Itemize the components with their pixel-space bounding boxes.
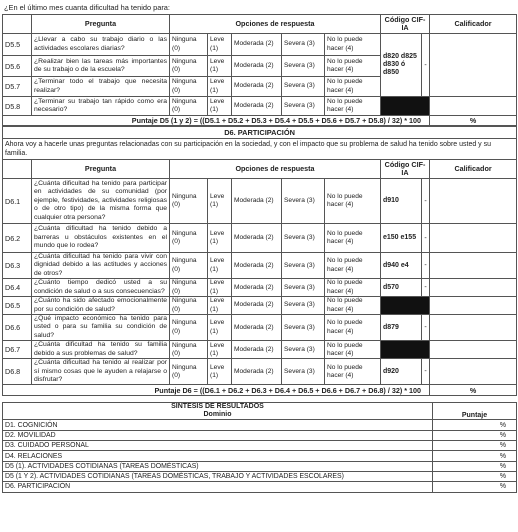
summary-title: SÍNTESIS DE RESULTADOS bbox=[171, 403, 264, 411]
answer-option[interactable]: Ninguna (0) bbox=[170, 359, 208, 385]
d6-instruction-row bbox=[3, 139, 517, 160]
answer-option[interactable]: Moderada (2) bbox=[232, 97, 282, 116]
answer-option[interactable]: Leve (1) bbox=[208, 279, 232, 297]
answer-option[interactable]: Leve (1) bbox=[208, 315, 232, 341]
d6-total-percent[interactable]: % bbox=[430, 385, 517, 396]
qualifier-mark: - bbox=[422, 224, 430, 253]
d5-total-formula: Puntaje D5 (1 y 2) = ((D5.1 + D5.2 + D5.3 + D5.4 + D5.5 + D5.6 + D5.7 + D5.8) / 32) * 100 bbox=[3, 116, 430, 126]
qualifier-cell[interactable] bbox=[430, 97, 517, 116]
qualifier-mark: - bbox=[422, 179, 430, 224]
summary-score[interactable]: % bbox=[433, 451, 517, 461]
question-id: D5.7 bbox=[3, 77, 32, 97]
blocked-code-cell bbox=[381, 341, 430, 359]
answer-option[interactable]: No lo puede hacer (4) bbox=[325, 297, 381, 315]
d6-table bbox=[2, 126, 517, 396]
d6-total-row bbox=[3, 385, 517, 396]
question-header: Pregunta bbox=[32, 15, 170, 34]
summary-row bbox=[3, 430, 517, 440]
question-id: D6.7 bbox=[3, 341, 32, 359]
summary-domain: D4. RELACIONES bbox=[3, 451, 433, 461]
answer-option[interactable]: Leve (1) bbox=[208, 359, 232, 385]
question-text: ¿Cuánta dificultad ha tenido al realizar por sí mismo cosas que le ayuden a relajarse o disfrutar? bbox=[32, 359, 170, 385]
summary-table bbox=[2, 402, 517, 492]
summary-score[interactable]: % bbox=[433, 420, 517, 430]
question-text: ¿Qué impacto económico ha tenido para usted o para su familia su condición de salud? bbox=[32, 315, 170, 341]
answer-option[interactable]: Leve (1) bbox=[208, 34, 232, 56]
qualifier-header: Calificador bbox=[430, 160, 517, 179]
summary-score[interactable]: % bbox=[433, 471, 517, 481]
d6-question-row bbox=[3, 279, 517, 297]
qualifier-mark: - bbox=[422, 315, 430, 341]
answer-option[interactable]: Ninguna (0) bbox=[170, 224, 208, 253]
answer-option[interactable]: No lo puede hacer (4) bbox=[325, 315, 381, 341]
answer-option[interactable]: Moderada (2) bbox=[232, 315, 282, 341]
answer-option[interactable]: No lo puede hacer (4) bbox=[325, 224, 381, 253]
summary-row bbox=[3, 451, 517, 461]
answer-option[interactable]: No lo puede hacer (4) bbox=[325, 359, 381, 385]
question-id: D6.1 bbox=[3, 179, 32, 224]
d6-header-row bbox=[3, 160, 517, 179]
answer-option[interactable]: Ninguna (0) bbox=[170, 56, 208, 77]
cif-code: d940 e4 bbox=[381, 253, 422, 279]
answer-option[interactable]: Leve (1) bbox=[208, 253, 232, 279]
qualifier-cell[interactable] bbox=[430, 297, 517, 315]
summary-row bbox=[3, 420, 517, 430]
answer-option[interactable]: Severa (3) bbox=[282, 315, 325, 341]
answer-option[interactable]: No lo puede hacer (4) bbox=[325, 253, 381, 279]
qualifier-cell[interactable] bbox=[430, 279, 517, 297]
summary-title-row bbox=[3, 403, 517, 420]
answer-option[interactable]: Leve (1) bbox=[208, 297, 232, 315]
answer-option[interactable]: No lo puede hacer (4) bbox=[325, 34, 381, 56]
qualifier-mark: - bbox=[422, 253, 430, 279]
summary-score[interactable]: % bbox=[433, 482, 517, 492]
summary-row bbox=[3, 461, 517, 471]
summary-score-header: Puntaje bbox=[433, 403, 517, 420]
options-header: Opciones de respuesta bbox=[170, 15, 381, 34]
summary-row bbox=[3, 482, 517, 492]
d6-total-formula: Puntaje D6 = ((D6.1 + D6.2 + D6.3 + D6.4 + D6.5 + D6.6 + D6.7 + D6.8) / 32) * 100 bbox=[3, 385, 430, 396]
answer-option[interactable]: Moderada (2) bbox=[232, 34, 282, 56]
qualifier-header: Calificador bbox=[430, 15, 517, 34]
answer-option[interactable]: Severa (3) bbox=[282, 279, 325, 297]
question-id: D6.4 bbox=[3, 279, 32, 297]
summary-domain: D6. PARTICIPACIÓN bbox=[3, 482, 433, 492]
question-id: D5.5 bbox=[3, 34, 32, 56]
question-id: D6.6 bbox=[3, 315, 32, 341]
answer-option[interactable]: Severa (3) bbox=[282, 77, 325, 97]
qualifier-cell[interactable] bbox=[430, 224, 517, 253]
question-text: ¿Terminar su trabajo tan rápido como era necesario? bbox=[32, 97, 170, 116]
d6-question-row bbox=[3, 297, 517, 315]
cif-code: d910 bbox=[381, 179, 422, 224]
answer-option[interactable]: Severa (3) bbox=[282, 224, 325, 253]
summary-domain: D5 (1 Y 2). ACTIVIDADES COTIDIANAS (TAREAS DOMÉSTICAS, TRABAJO Y ACTIVIDADES ESCOLARES) bbox=[3, 471, 433, 481]
answer-option[interactable]: No lo puede hacer (4) bbox=[325, 77, 381, 97]
answer-option[interactable]: Severa (3) bbox=[282, 34, 325, 56]
d5-question-row bbox=[3, 97, 517, 116]
question-text: ¿Cuánta dificultad ha tenido su familia debido a sus problemas de salud? bbox=[32, 341, 170, 359]
answer-option[interactable]: No lo puede hacer (4) bbox=[325, 341, 381, 359]
d5-question-row bbox=[3, 34, 517, 56]
questionnaire-sheet bbox=[2, 2, 516, 493]
qualifier-cell[interactable] bbox=[430, 315, 517, 341]
d6-title-row bbox=[3, 127, 517, 139]
answer-option[interactable]: Moderada (2) bbox=[232, 341, 282, 359]
qualifier-cell[interactable] bbox=[430, 179, 517, 224]
answer-option[interactable]: No lo puede hacer (4) bbox=[325, 279, 381, 297]
qualifier-cell[interactable] bbox=[430, 34, 517, 97]
answer-option[interactable]: Severa (3) bbox=[282, 179, 325, 224]
answer-option[interactable]: Leve (1) bbox=[208, 179, 232, 224]
d6-question-row bbox=[3, 315, 517, 341]
summary-score[interactable]: % bbox=[433, 461, 517, 471]
answer-option[interactable]: Moderada (2) bbox=[232, 279, 282, 297]
d5-table bbox=[2, 14, 517, 126]
summary-score[interactable]: % bbox=[433, 441, 517, 451]
question-id: D5.6 bbox=[3, 56, 32, 77]
answer-option[interactable]: Ninguna (0) bbox=[170, 341, 208, 359]
answer-option[interactable]: Ninguna (0) bbox=[170, 297, 208, 315]
answer-option[interactable]: Severa (3) bbox=[282, 341, 325, 359]
d6-question-row bbox=[3, 224, 517, 253]
question-text: ¿Terminar todo el trabajo que necesita realizar? bbox=[32, 77, 170, 97]
question-id: D6.8 bbox=[3, 359, 32, 385]
qualifier-mark: - bbox=[422, 279, 430, 297]
qualifier-cell[interactable] bbox=[430, 253, 517, 279]
answer-option[interactable]: Severa (3) bbox=[282, 253, 325, 279]
question-id: D6.5 bbox=[3, 297, 32, 315]
question-text: ¿Cuánto tiempo dedicó usted a su condición de salud o a sus consecuencias? bbox=[32, 279, 170, 297]
answer-option[interactable]: Ninguna (0) bbox=[170, 34, 208, 56]
cif-code: d920 bbox=[381, 359, 422, 385]
answer-option[interactable]: Moderada (2) bbox=[232, 77, 282, 97]
qualifier-cell[interactable] bbox=[430, 341, 517, 359]
answer-option[interactable]: Severa (3) bbox=[282, 97, 325, 116]
blocked-code-cell bbox=[381, 97, 430, 116]
qualifier-cell[interactable] bbox=[430, 359, 517, 385]
summary-row bbox=[3, 471, 517, 481]
question-id: D5.8 bbox=[3, 97, 32, 116]
summary-domain: D1. COGNICIÓN bbox=[3, 420, 433, 430]
summary-domain: D2. MOVILIDAD bbox=[3, 430, 433, 440]
summary-domain-header: Dominio bbox=[203, 411, 232, 419]
qualifier-mark: - bbox=[422, 34, 430, 97]
answer-option[interactable]: Ninguna (0) bbox=[170, 279, 208, 297]
d6-instruction: Ahora voy a hacerle unas preguntas relacionadas con su participación en la sociedad, y con el impacto que su problema de salud ha tenido sobre usted y su familia. bbox=[3, 139, 517, 160]
answer-option[interactable]: Leve (1) bbox=[208, 341, 232, 359]
cif-code: d879 bbox=[381, 315, 422, 341]
question-id: D6.2 bbox=[3, 224, 32, 253]
question-text: ¿Realizar bien las tareas más importantes de su trabajo o de la escuela? bbox=[32, 56, 170, 77]
answer-option[interactable]: No lo puede hacer (4) bbox=[325, 97, 381, 116]
answer-option[interactable]: No lo puede hacer (4) bbox=[325, 56, 381, 77]
answer-option[interactable]: Severa (3) bbox=[282, 359, 325, 385]
question-text: ¿Cuánta dificultad ha tenido debido a barreras u obstáculos existentes en el mundo que lo rodea? bbox=[32, 224, 170, 253]
question-text: ¿Llevar a cabo su trabajo diario o las actividades escolares diarias? bbox=[32, 34, 170, 56]
cif-code: d820 d825 d830 ó d850 bbox=[381, 34, 422, 97]
d6-question-row bbox=[3, 341, 517, 359]
answer-option[interactable]: Moderada (2) bbox=[232, 359, 282, 385]
answer-option[interactable]: Ninguna (0) bbox=[170, 97, 208, 116]
d6-question-row bbox=[3, 359, 517, 385]
d6-section-title: D6. PARTICIPACIÓN bbox=[3, 127, 517, 139]
summary-domain: D5 (1). ACTIVIDADES COTIDIANAS (TAREAS DOMÉSTICAS) bbox=[3, 461, 433, 471]
blocked-code-cell bbox=[381, 297, 430, 315]
d5-total-percent[interactable]: % bbox=[430, 116, 517, 126]
answer-option[interactable]: Leve (1) bbox=[208, 56, 232, 77]
qualifier-mark: - bbox=[422, 359, 430, 385]
question-text: ¿Cuánta dificultad ha tenido para vivir con dignidad debido a las actitudes y acciones de otros? bbox=[32, 253, 170, 279]
options-header: Opciones de respuesta bbox=[170, 160, 381, 179]
question-text: ¿Cuánta dificultad ha tenido para participar en actividades de su comunidad (por ejemple, festividades, actividades religiosas o de otro tipo) de la misma forma que cualquier otra persona? bbox=[32, 179, 170, 224]
cif-code: e150 e155 bbox=[381, 224, 422, 253]
summary-row bbox=[3, 441, 517, 451]
answer-option[interactable]: Moderada (2) bbox=[232, 179, 282, 224]
summary-score[interactable]: % bbox=[433, 430, 517, 440]
answer-option[interactable]: Leve (1) bbox=[208, 77, 232, 97]
answer-option[interactable]: Severa (3) bbox=[282, 297, 325, 315]
code-header: Código CIF-IA bbox=[381, 15, 430, 34]
code-header: Código CIF-IA bbox=[381, 160, 430, 179]
answer-option[interactable]: Ninguna (0) bbox=[170, 315, 208, 341]
intro-text: ¿En el último mes cuanta dificultad ha tenido para: bbox=[4, 3, 170, 12]
d6-question-row bbox=[3, 253, 517, 279]
answer-option[interactable]: Moderada (2) bbox=[232, 56, 282, 77]
answer-option[interactable]: No lo puede hacer (4) bbox=[325, 179, 381, 224]
d5-header-row bbox=[3, 15, 517, 34]
cif-code: d570 bbox=[381, 279, 422, 297]
answer-option[interactable]: Ninguna (0) bbox=[170, 77, 208, 97]
question-header: Pregunta bbox=[32, 160, 170, 179]
answer-option[interactable]: Severa (3) bbox=[282, 56, 325, 77]
answer-option[interactable]: Moderada (2) bbox=[232, 253, 282, 279]
d6-question-row bbox=[3, 179, 517, 224]
d5-total-row bbox=[3, 116, 517, 126]
answer-option[interactable]: Ninguna (0) bbox=[170, 253, 208, 279]
answer-option[interactable]: Ninguna (0) bbox=[170, 179, 208, 224]
answer-option[interactable]: Leve (1) bbox=[208, 224, 232, 253]
answer-option[interactable]: Leve (1) bbox=[208, 97, 232, 116]
question-id: D6.3 bbox=[3, 253, 32, 279]
answer-option[interactable]: Moderada (2) bbox=[232, 224, 282, 253]
summary-domain: D3. CUIDADO PERSONAL bbox=[3, 441, 433, 451]
answer-option[interactable]: Moderada (2) bbox=[232, 297, 282, 315]
question-text: ¿Cuánto ha sido afectado emocionalmente por su condición de salud? bbox=[32, 297, 170, 315]
